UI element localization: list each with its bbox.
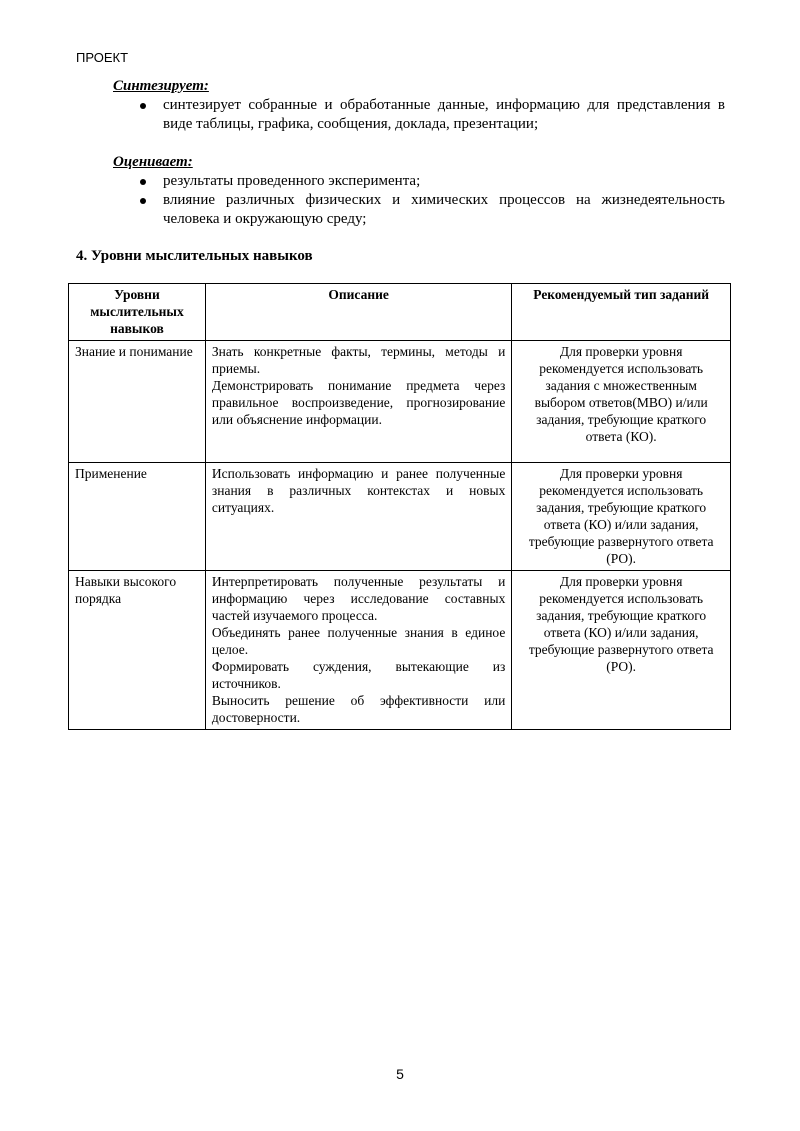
description-line: Интерпретировать полученные результаты и информацию через исследование составных частей изучаемого процесса.: [211, 574, 506, 623]
description-cell: [205, 571, 511, 730]
description-line: Демонстрировать понимание предмета через правильное воспроизведение, прогнозирование или объяснение информации.: [211, 378, 506, 427]
thinking-skills-table: [68, 283, 731, 730]
table-header-row: [69, 284, 731, 341]
list-item: [113, 191, 725, 229]
evaluates-title: Оценивает:: [113, 154, 193, 170]
draft-label: ПРОЕКТ: [76, 50, 129, 65]
synthesizes-section: [113, 77, 725, 134]
synthesizes-list: [113, 96, 725, 134]
table-row: [69, 571, 731, 730]
column-header-recommended: Рекомендуемый тип заданий: [512, 284, 731, 341]
description-line: Выносить решение об эффективности или достоверности.: [211, 693, 506, 725]
evaluates-list: [113, 172, 725, 229]
bullet-icon: [140, 103, 146, 109]
level-cell: Навыки высокого порядка: [69, 571, 206, 730]
table-row: [69, 341, 731, 463]
bullet-icon: [140, 179, 146, 185]
level-cell: Знание и понимание: [69, 341, 206, 463]
list-item-text: влияние различных физических и химических процессов на жизнедеятельность человека и окружающую среду;: [163, 192, 725, 227]
recommended-cell: Для проверки уровня рекомендуется использовать задания, требующие краткого ответа (КО) и/или задания, требующие развернутого ответа (РО).: [512, 463, 731, 571]
list-item: [113, 172, 725, 191]
page-number: 5: [396, 1066, 404, 1082]
description-cell: [205, 463, 511, 571]
column-header-description: Описание: [205, 284, 511, 341]
list-item-text: синтезирует собранные и обработанные данные, информацию для представления в виде таблицы, графика, сообщения, доклада, презентации;: [163, 97, 725, 132]
level-cell: Применение: [69, 463, 206, 571]
description-cell: [205, 341, 511, 463]
synthesizes-title: Синтезирует:: [113, 78, 209, 94]
evaluates-section: [113, 153, 725, 229]
section-heading: 4. Уровни мыслительных навыков: [76, 248, 313, 264]
description-line: Объединять ранее полученные знания в единое целое.: [211, 625, 506, 657]
list-item: [113, 96, 725, 134]
bullet-icon: [140, 198, 146, 204]
recommended-cell: Для проверки уровня рекомендуется использовать задания с множественным выбором ответов(МВО) и/или задания, требующие краткого ответа (КО).: [512, 341, 731, 463]
description-line: Формировать суждения, вытекающие из источников.: [211, 659, 506, 691]
table-row: [69, 463, 731, 571]
column-header-level: Уровни мыслительных навыков: [69, 284, 206, 341]
description-line: Знать конкретные факты, термины, методы и приемы.: [211, 344, 506, 376]
description-line: Использовать информацию и ранее полученные знания в различных контекстах и новых ситуациях.: [211, 466, 506, 515]
recommended-cell: Для проверки уровня рекомендуется использовать задания, требующие краткого ответа (КО) и/или задания, требующие развернутого ответа (РО).: [512, 571, 731, 730]
list-item-text: результаты проведенного эксперимента;: [163, 173, 421, 189]
